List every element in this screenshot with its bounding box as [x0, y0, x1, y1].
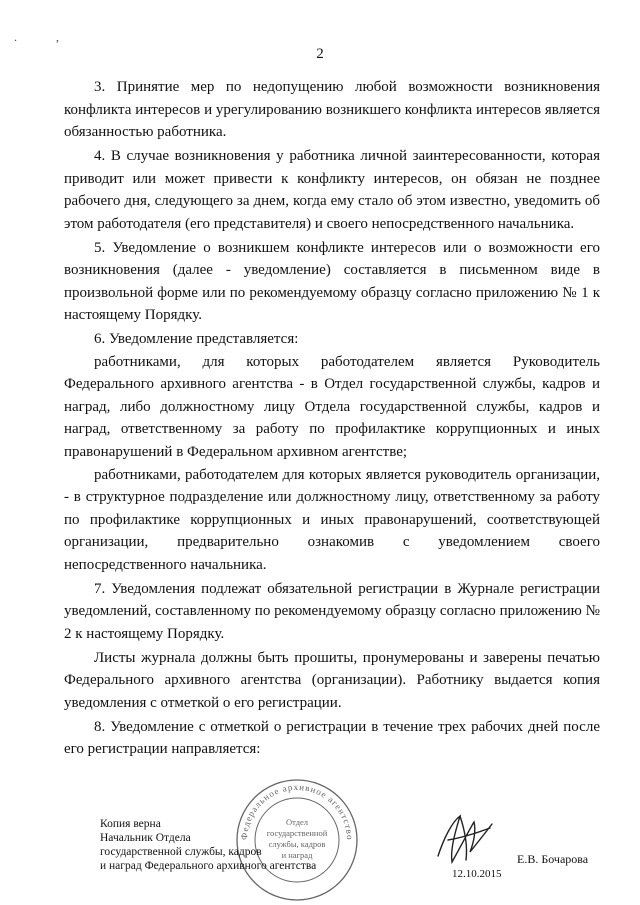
certification-line-4: и наград Федерального архивного агентства [100, 860, 317, 872]
handwritten-signature [430, 808, 500, 870]
certification-date: 12.10.2015 [452, 868, 502, 880]
paragraph-6: 6. Уведомление представляется: [94, 331, 299, 348]
stamp-ring-text: Федеральное архивное агентство [238, 781, 356, 841]
scan-marks: . , [14, 30, 77, 44]
paragraph-6-item-2: работниками, работодателем для которых является руководитель организации, - в структурное подразделение или должностному лицу, ответственному за работу по профилактике коррупционных и иных правонарушений, соответствующей организации, предварительно ознакомив с уведомлением своего непосредственного начальника. [64, 466, 600, 574]
page-number: 2 [316, 46, 324, 62]
document-body [64, 76, 600, 762]
stamp-center-line-4: и наград [281, 850, 313, 860]
paragraph-3: 3. Принятие мер по недопущению любой возможности возникновения конфликта интересов и урегулированию возникшего конфликта интересов является обязанностью работника. [64, 79, 600, 141]
signatory-name: Е.В. Бочарова [517, 852, 589, 866]
certification-line-1: Копия верна [100, 818, 161, 830]
paragraph-5: 5. Уведомление о возникшем конфликте интересов или о возможности его возникновения (далее - уведомление) составляется в письменном виде в произвольной форме или по рекомендуемому образцу согласно приложению № 1 к настоящему Порядку. [64, 239, 600, 324]
stamp-center-line-1: Отдел [285, 817, 309, 827]
paragraph-7-journal: Листы журнала должны быть прошиты, пронумерованы и заверены печатью Федерального архивного агентства (организации). Работнику выдается копия уведомления с отметкой о его регистрации. [64, 649, 600, 711]
paragraph-6-item-1: работниками, для которых работодателем является Руководитель Федерального архивного агентства - в Отдел государственной службы, кадров и наград, либо должностному лицу Отдела государственной службы, кадров и наград, ответственному за работу по профилактике коррупционных и иных правонарушений в Федеральном архивном агентстве; [64, 353, 600, 461]
paragraph-4: 4. В случае возникновения у работника личной заинтересованности, которая приводит или может привести к конфликту интересов, он обязан не позднее рабочего дня, следующего за днем, когда ему стало об этом известно, уведомить об этом работодателя (его представителя) и своего непосредственного начальника. [64, 147, 600, 232]
paragraph-8: 8. Уведомление с отметкой о регистрации в течение трех рабочих дней после его регистрации направляется: [64, 718, 600, 758]
stamp-center-line-3: службы, кадров [268, 839, 326, 849]
certification-block [100, 817, 316, 873]
stamp-center-line-2: государственной [266, 828, 328, 838]
paragraph-7: 7. Уведомления подлежат обязательной регистрации в Журнале регистрации уведомлений, составленному по рекомендуемому образцу согласно приложению № 2 к настоящему Порядку. [64, 580, 600, 642]
certification-line-3: государственной службы, кадров [100, 846, 262, 858]
certification-line-2: Начальник Отдела [100, 832, 191, 844]
